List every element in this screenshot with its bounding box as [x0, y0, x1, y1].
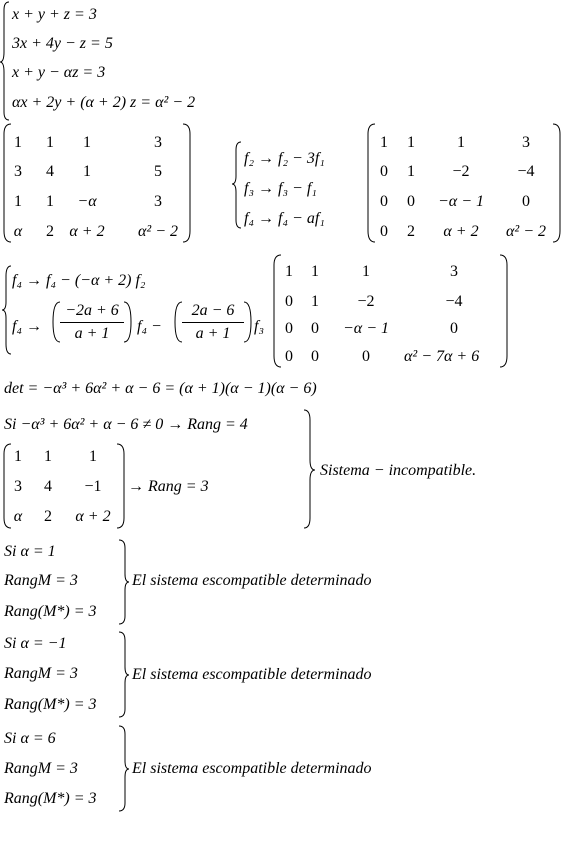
- case-rang-m-star: Rang(M*) = 3: [4, 603, 97, 620]
- matrix3-cell: 0: [285, 293, 293, 310]
- incompatible-label: Sistema − incompatible.: [320, 462, 477, 479]
- matrix3-cell: 0: [285, 320, 293, 337]
- matrix3-right-paren: [500, 255, 507, 367]
- matrix1-cell: −α: [77, 193, 97, 210]
- case-rang-m: RangM = 3: [4, 760, 78, 777]
- matrix1-cell: 1: [46, 134, 54, 151]
- rank-brace: [304, 410, 315, 528]
- system-brace: [0, 2, 9, 120]
- fraction-2-numerator: 2a − 6: [191, 302, 235, 319]
- matrix3-cell: −2: [357, 293, 375, 310]
- rank-condition-line: Si −α³ + 6α² + α − 6 ≠ 0 → Rang = 4: [4, 416, 248, 433]
- matrix3-cell: 1: [362, 263, 370, 280]
- matrix4-cell: 1: [89, 448, 97, 465]
- matrix4-cell: α: [13, 508, 23, 525]
- row-op-5-end: f₃: [254, 318, 265, 335]
- matrix2-cell: 1: [407, 163, 415, 180]
- matrix3-cell: 1: [311, 293, 319, 310]
- matrix1-cell: α² − 2: [138, 223, 178, 240]
- case-result: El sistema escompatible determinado: [132, 572, 372, 589]
- matrix2-cell: 1: [457, 134, 465, 151]
- case1-brace: [119, 540, 129, 624]
- matrix4-cell: 2: [44, 508, 52, 525]
- fraction-1-denominator: a + 1: [74, 325, 110, 342]
- matrix2-cell: 1: [407, 134, 415, 151]
- case-rang-m: RangM = 3: [4, 665, 78, 682]
- fraction-1: [60, 302, 124, 343]
- case-si: Si α = 1: [4, 543, 56, 560]
- matrix3-cell: 0: [362, 348, 370, 365]
- matrix2-cell: 0: [380, 223, 388, 240]
- matrix4-cell: 4: [44, 478, 52, 495]
- matrix2-cell: 0: [522, 193, 530, 210]
- matrix3-cell: 0: [450, 320, 458, 337]
- matrix3-cell: α² − 7α + 6: [404, 348, 480, 365]
- matrix1-cell: 2: [46, 223, 54, 240]
- ops2-brace: [2, 266, 11, 354]
- matrix4-cell: 1: [44, 448, 52, 465]
- matrix1-cell: 3: [14, 163, 22, 180]
- matrix3-cell: −α − 1: [343, 320, 389, 337]
- matrix2-cell: 0: [407, 193, 415, 210]
- matrix1-cell: 3: [154, 193, 162, 210]
- matrix2-cell: 2: [407, 223, 415, 240]
- matrix4-cell: 3: [14, 478, 22, 495]
- case-rang-m-star: Rang(M*) = 3: [4, 790, 97, 807]
- row-op-1: f₂ → f₂ − 3f₁: [244, 150, 325, 167]
- equation-4: αx + 2y + (α + 2) z = α² − 2: [12, 94, 196, 111]
- matrix2-cell: 0: [380, 163, 388, 180]
- matrix3-cell: −4: [445, 293, 463, 310]
- frac1-right-paren: [124, 302, 131, 342]
- matrix1-cell: 1: [14, 193, 22, 210]
- case2-brace: [119, 632, 129, 717]
- matrix1-cell: 1: [46, 193, 54, 210]
- matrix1-cell: 4: [46, 163, 54, 180]
- matrix1-cell: 1: [14, 134, 22, 151]
- matrix4-cell: −1: [84, 478, 102, 495]
- equation-2: 3x + 4y − z = 5: [12, 35, 113, 52]
- frac2-right-paren: [244, 302, 251, 342]
- matrix1-cell: α + 2: [69, 223, 105, 240]
- matrix2-cell: α² − 2: [506, 223, 546, 240]
- row-op-5-mid: f₄ −: [137, 318, 162, 335]
- matrix2-cell: −α − 1: [438, 193, 484, 210]
- matrix2-cell: −4: [517, 163, 535, 180]
- matrix2-cell: 0: [380, 193, 388, 210]
- ops1-brace: [232, 142, 241, 228]
- matrix3-cell: 0: [311, 348, 319, 365]
- matrix1-cell: 1: [83, 134, 91, 151]
- equation-1: x + y + z = 3: [12, 6, 97, 23]
- matrix2-cell: 3: [522, 134, 530, 151]
- matrix2-cell: α + 2: [443, 223, 479, 240]
- matrix3-cell: 0: [311, 320, 319, 337]
- determinant-line: det = −α³ + 6α² + α − 6 = (α + 1)(α − 1)(α − 6): [4, 380, 317, 397]
- rank-3-arrow: → Rang = 3: [128, 478, 209, 495]
- case3-brace: [119, 726, 129, 811]
- matrix3-cell: 3: [450, 263, 458, 280]
- fraction-2: [182, 302, 244, 343]
- row-op-5-start: f₄ →: [12, 318, 43, 335]
- case-si: Si α = 6: [4, 730, 56, 747]
- case-result: El sistema escompatible determinado: [132, 666, 372, 683]
- fraction-2-denominator: a + 1: [195, 325, 231, 342]
- equation-3: x + y − αz = 3: [12, 64, 106, 81]
- matrix3-cell: 1: [285, 263, 293, 280]
- matrix1-cell: 3: [154, 134, 162, 151]
- frac1-left-paren: [53, 302, 60, 342]
- matrix3-cell: 0: [285, 348, 293, 365]
- row-op-2: f₃ → f₃ − f₁: [244, 180, 317, 197]
- matrix1-cell: 5: [154, 163, 162, 180]
- case-result: El sistema escompatible determinado: [132, 760, 372, 777]
- matrix4-cell: 1: [14, 448, 22, 465]
- frac2-left-paren: [175, 302, 182, 342]
- row-op-3: f₄ → f₄ − af₁: [244, 210, 325, 227]
- matrix2-cell: −2: [452, 163, 470, 180]
- matrix4-cell: α + 2: [75, 508, 111, 525]
- fraction-1-bar: [60, 322, 124, 323]
- case-si: Si α = −1: [4, 635, 67, 652]
- matrix1-cell: α: [13, 223, 23, 240]
- fraction-1-numerator: −2a + 6: [65, 302, 119, 319]
- case-rang-m: RangM = 3: [4, 572, 78, 589]
- matrix3-cell: 1: [311, 263, 319, 280]
- matrix1-cell: 1: [83, 163, 91, 180]
- matrix2-cell: 1: [380, 134, 388, 151]
- case-rang-m-star: Rang(M*) = 3: [4, 696, 97, 713]
- row-op-4: f₄ → f₄ − (−α + 2) f₂: [12, 272, 146, 289]
- fraction-2-bar: [182, 322, 244, 323]
